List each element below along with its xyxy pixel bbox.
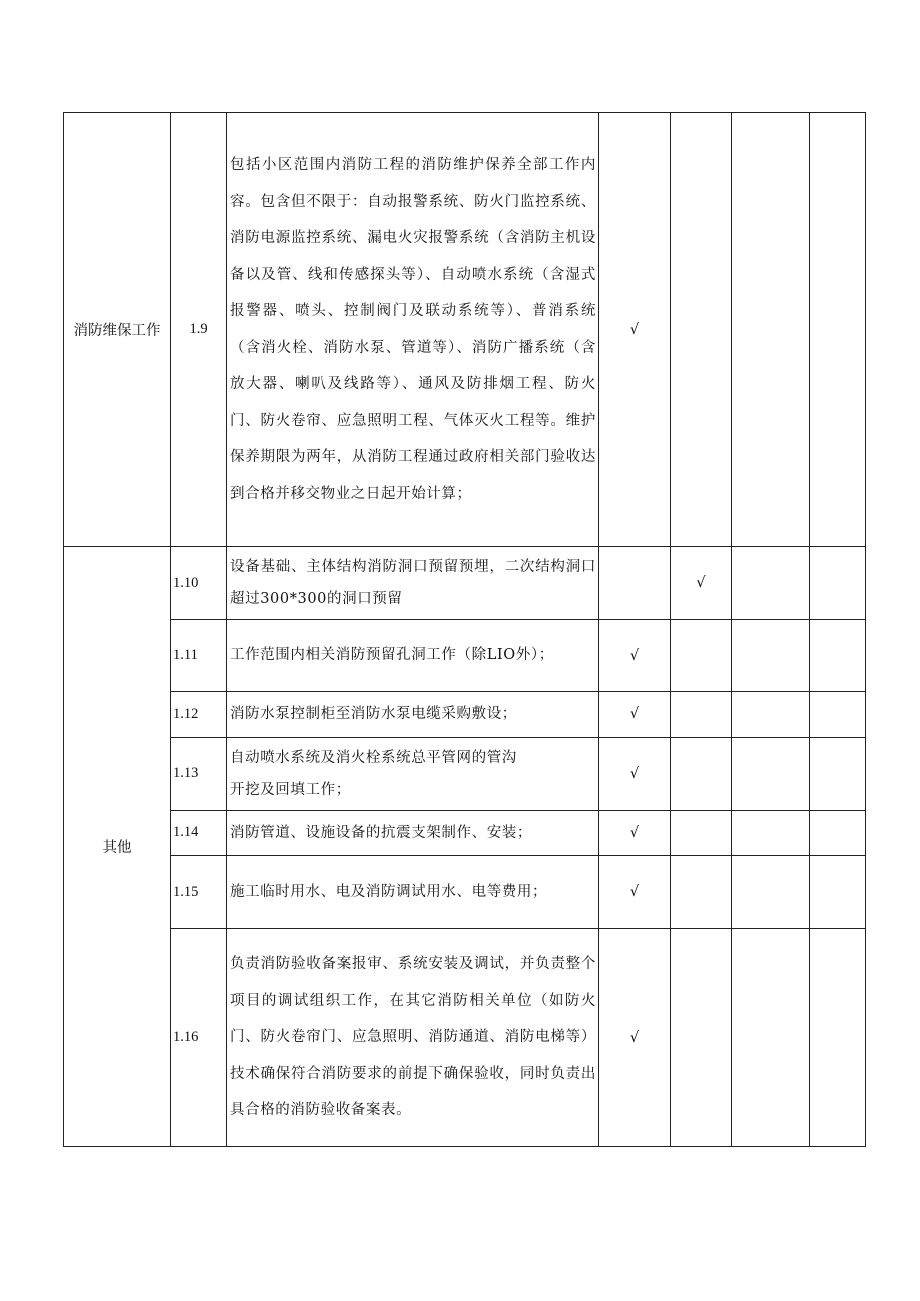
item-description: 消防管道、设施设备的抗震支架制作、安装；	[227, 810, 599, 856]
item-number: 1.16	[171, 929, 227, 1147]
check-mark: √	[599, 737, 671, 810]
scope-table	[63, 112, 866, 1147]
table-row	[64, 929, 866, 1147]
column-2-cell	[671, 692, 732, 738]
column-3-cell	[732, 547, 810, 620]
column-2-cell	[671, 856, 732, 929]
column-3-cell	[732, 929, 810, 1147]
column-4-cell	[810, 113, 866, 547]
column-4-cell	[810, 737, 866, 810]
column-2-cell	[671, 810, 732, 856]
item-description: 工作范围内相关消防预留孔洞工作（除LIO外）；	[227, 620, 599, 692]
column-3-cell	[732, 856, 810, 929]
column-2-cell	[671, 620, 732, 692]
column-4-cell	[810, 547, 866, 620]
item-number: 1.11	[171, 620, 227, 692]
column-4-cell	[810, 810, 866, 856]
table-row	[64, 113, 866, 547]
check-mark: √	[671, 547, 732, 620]
column-4-cell	[810, 856, 866, 929]
column-3-cell	[732, 692, 810, 738]
item-number: 1.13	[171, 737, 227, 810]
item-number: 1.9	[171, 113, 227, 547]
check-mark: √	[599, 620, 671, 692]
check-mark: √	[599, 929, 671, 1147]
column-4-cell	[810, 692, 866, 738]
item-number: 1.12	[171, 692, 227, 738]
item-description: 施工临时用水、电及消防调试用水、电等费用；	[227, 856, 599, 929]
column-3-cell	[732, 737, 810, 810]
check-mark: √	[599, 810, 671, 856]
check-mark: √	[599, 113, 671, 547]
item-number: 1.15	[171, 856, 227, 929]
column-3-cell	[732, 620, 810, 692]
table-row	[64, 620, 866, 692]
table-row	[64, 547, 866, 620]
table-row	[64, 737, 866, 810]
description-line-1: 自动喷水系统及消火栓系统总平管网的管沟	[230, 749, 517, 766]
column-3-cell	[732, 113, 810, 547]
column-2-cell	[671, 113, 732, 547]
item-number: 1.10	[171, 547, 227, 620]
table-row	[64, 810, 866, 856]
item-description: 消防水泵控制柜至消防水泵电缆采购敷设；	[227, 692, 599, 738]
item-description: 包括小区范围内消防工程的消防维护保养全部工作内容。包含但不限于：自动报警系统、防火门监控系统、消防电源监控系统、漏电火灾报警系统（含消防主机设备以及管、线和传感探头等）、自动喷水系统（含湿式报警器、喷头、控制阀门及联动系统等）、普消系统（含消火栓、消防水泵、管道等）、消防广播系统（含放大器、喇叭及线路等）、通风及防排烟工程、防火门、防火卷帘、应急照明工程、气体灭火工程等。维护保养期限为两年，从消防工程通过政府相关部门验收达到合格并移交物业之日起开始计算；	[227, 113, 599, 547]
column-3-cell	[732, 810, 810, 856]
check-mark: √	[599, 692, 671, 738]
item-description	[227, 737, 599, 810]
category-cell: 其他	[64, 547, 171, 1147]
check-mark: √	[599, 856, 671, 929]
table-row	[64, 692, 866, 738]
column-2-cell	[671, 929, 732, 1147]
column-2-cell	[671, 737, 732, 810]
table-row	[64, 856, 866, 929]
item-description: 负责消防验收备案报审、系统安装及调试，并负责整个项目的调试组织工作，在其它消防相关单位（如防火门、防火卷帘门、应急照明、消防通道、消防电梯等）技术确保符合消防要求的前提下确保验收，同时负责出具合格的消防验收备案表。	[227, 929, 599, 1147]
category-cell: 消防维保工作	[64, 113, 171, 547]
description-line-2: 开挖及回填工作；	[230, 781, 351, 798]
item-number: 1.14	[171, 810, 227, 856]
column-4-cell	[810, 620, 866, 692]
column-1-cell	[599, 547, 671, 620]
column-4-cell	[810, 929, 866, 1147]
item-description: 设备基础、主体结构消防洞口预留预埋，二次结构洞口超过300*300的洞口预留	[227, 547, 599, 620]
